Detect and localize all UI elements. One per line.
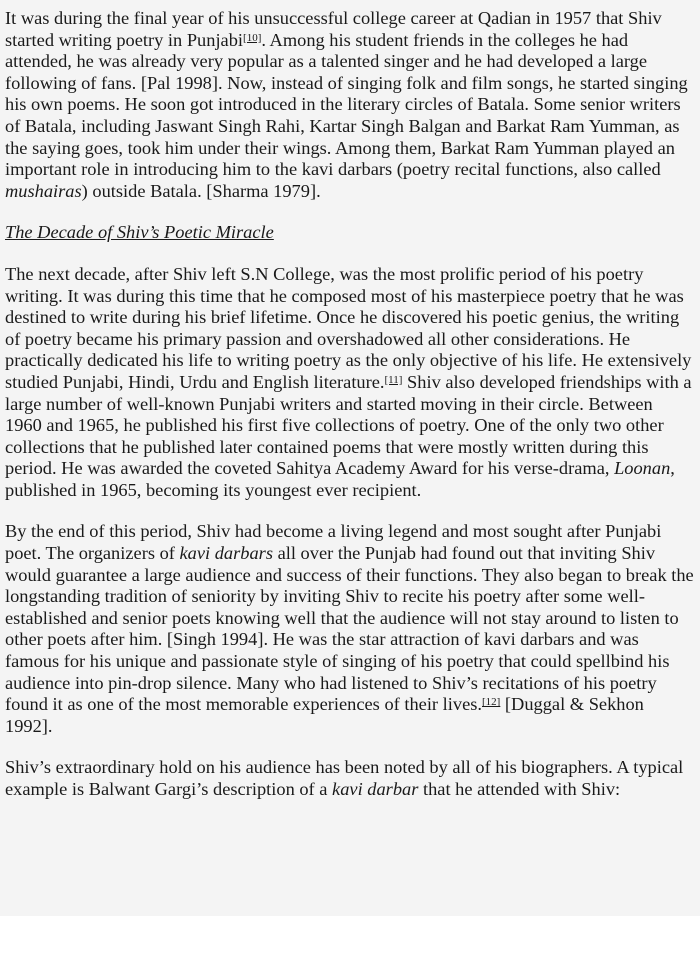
footnote-link-11[interactable]: [11]	[384, 373, 403, 386]
paragraph-audience-hold	[5, 757, 694, 800]
text-run: ) outside Batala. [Sharma 1979].	[81, 180, 321, 201]
text-run: Shiv also developed friendships with a large number of well-known Punjabi writers and started moving in their circle. Between 1960 and 1965, he published his first five collections of poetry. One of the only two other collections that he published later contained poems that were mostly written during this period. He was awarded the coveted Sahitya Academy Award for his verse-drama,	[5, 371, 692, 479]
footnote-ref-10	[243, 33, 261, 50]
footnote-link-12[interactable]: [12]	[482, 696, 501, 709]
text-run: [Duggal & Sekhon 1992].	[5, 694, 644, 736]
text-run: By the end of this period, Shiv had become a living legend and most sought after Punjabi poet. The organizers of	[5, 521, 662, 564]
italic-term-kavi-darbars: kavi darbars	[179, 543, 273, 564]
footnote-link-10[interactable]: [10]	[243, 31, 262, 44]
text-run: . Among his student friends in the colleges he had attended, he was already very popular as a talented singer and he had developed a large following of fans. [Pal 1998]. Now, instead of singing folk and film songs, he started singing his own poems. He soon got introduced in the literary circles of Batala. Some senior writers of Batala, including Jaswant Singh Rahi, Kartar Singh Balgan and Barkat Ram Yumman, as the saying goes, took him under their wings. Among them, Barkat Ram Yumman played an important role in introducing him to the kavi darbars (poetry recital functions, also called	[5, 29, 688, 180]
italic-title-loonan: Loonan	[614, 458, 671, 479]
footnote-ref-12	[482, 697, 500, 714]
paragraph-living-legend	[5, 521, 694, 737]
text-run: , published in 1965, becoming its youngest ever recipient.	[5, 458, 675, 500]
italic-term-kavi-darbar: kavi darbar	[332, 779, 419, 799]
section-heading: The Decade of Shiv’s Poetic Miracle	[5, 222, 274, 243]
text-run: It was during the final year of his unsuccessful college career at Qadian in 1957 that Shiv started writing poetry in Punjabi	[5, 8, 662, 50]
italic-term-mushairas: mushairas	[5, 180, 82, 201]
paragraph-college-career	[5, 8, 694, 202]
text-run: that he attended with Shiv:	[418, 779, 621, 799]
footnote-ref-11	[385, 375, 403, 392]
paragraph-prolific-decade	[5, 264, 694, 502]
text-run: The next decade, after Shiv left S.N College, was the most prolific period of his poetry writing. It was during this time that he composed most of his masterpiece poetry that he was destined to write during his brief lifetime. Once he discovered his poetic genius, the writing of poetry became his primary passion and overshadowed all other considerations. He practically dedicated his life to writing poetry as the only objective of his life. He extensively studied Punjabi, Hindi, Urdu and English literature.	[5, 263, 692, 392]
text-run: Shiv’s extraordinary hold on his audience has been noted by all of his biographers. A typical example is Balwant Gargi’s description of a	[5, 757, 684, 799]
text-run: all over the Punjab had found out that inviting Shiv would guarantee a large audience and success of their functions. They also began to break the longstanding tradition of seniority by inviting Shiv to recite his poetry after some well-established and senior poets knowing well that the audience will not stay around to listen to other poets after him. [Singh 1994]. He was the star attraction of kavi darbars and was famous for his unique and passionate style of singing of his poetry that could spellbind his audience into pin-drop silence. Many who had listened to Shiv’s recitations of his poetry found it as one of the most memorable experiences of their lives.	[5, 543, 694, 715]
